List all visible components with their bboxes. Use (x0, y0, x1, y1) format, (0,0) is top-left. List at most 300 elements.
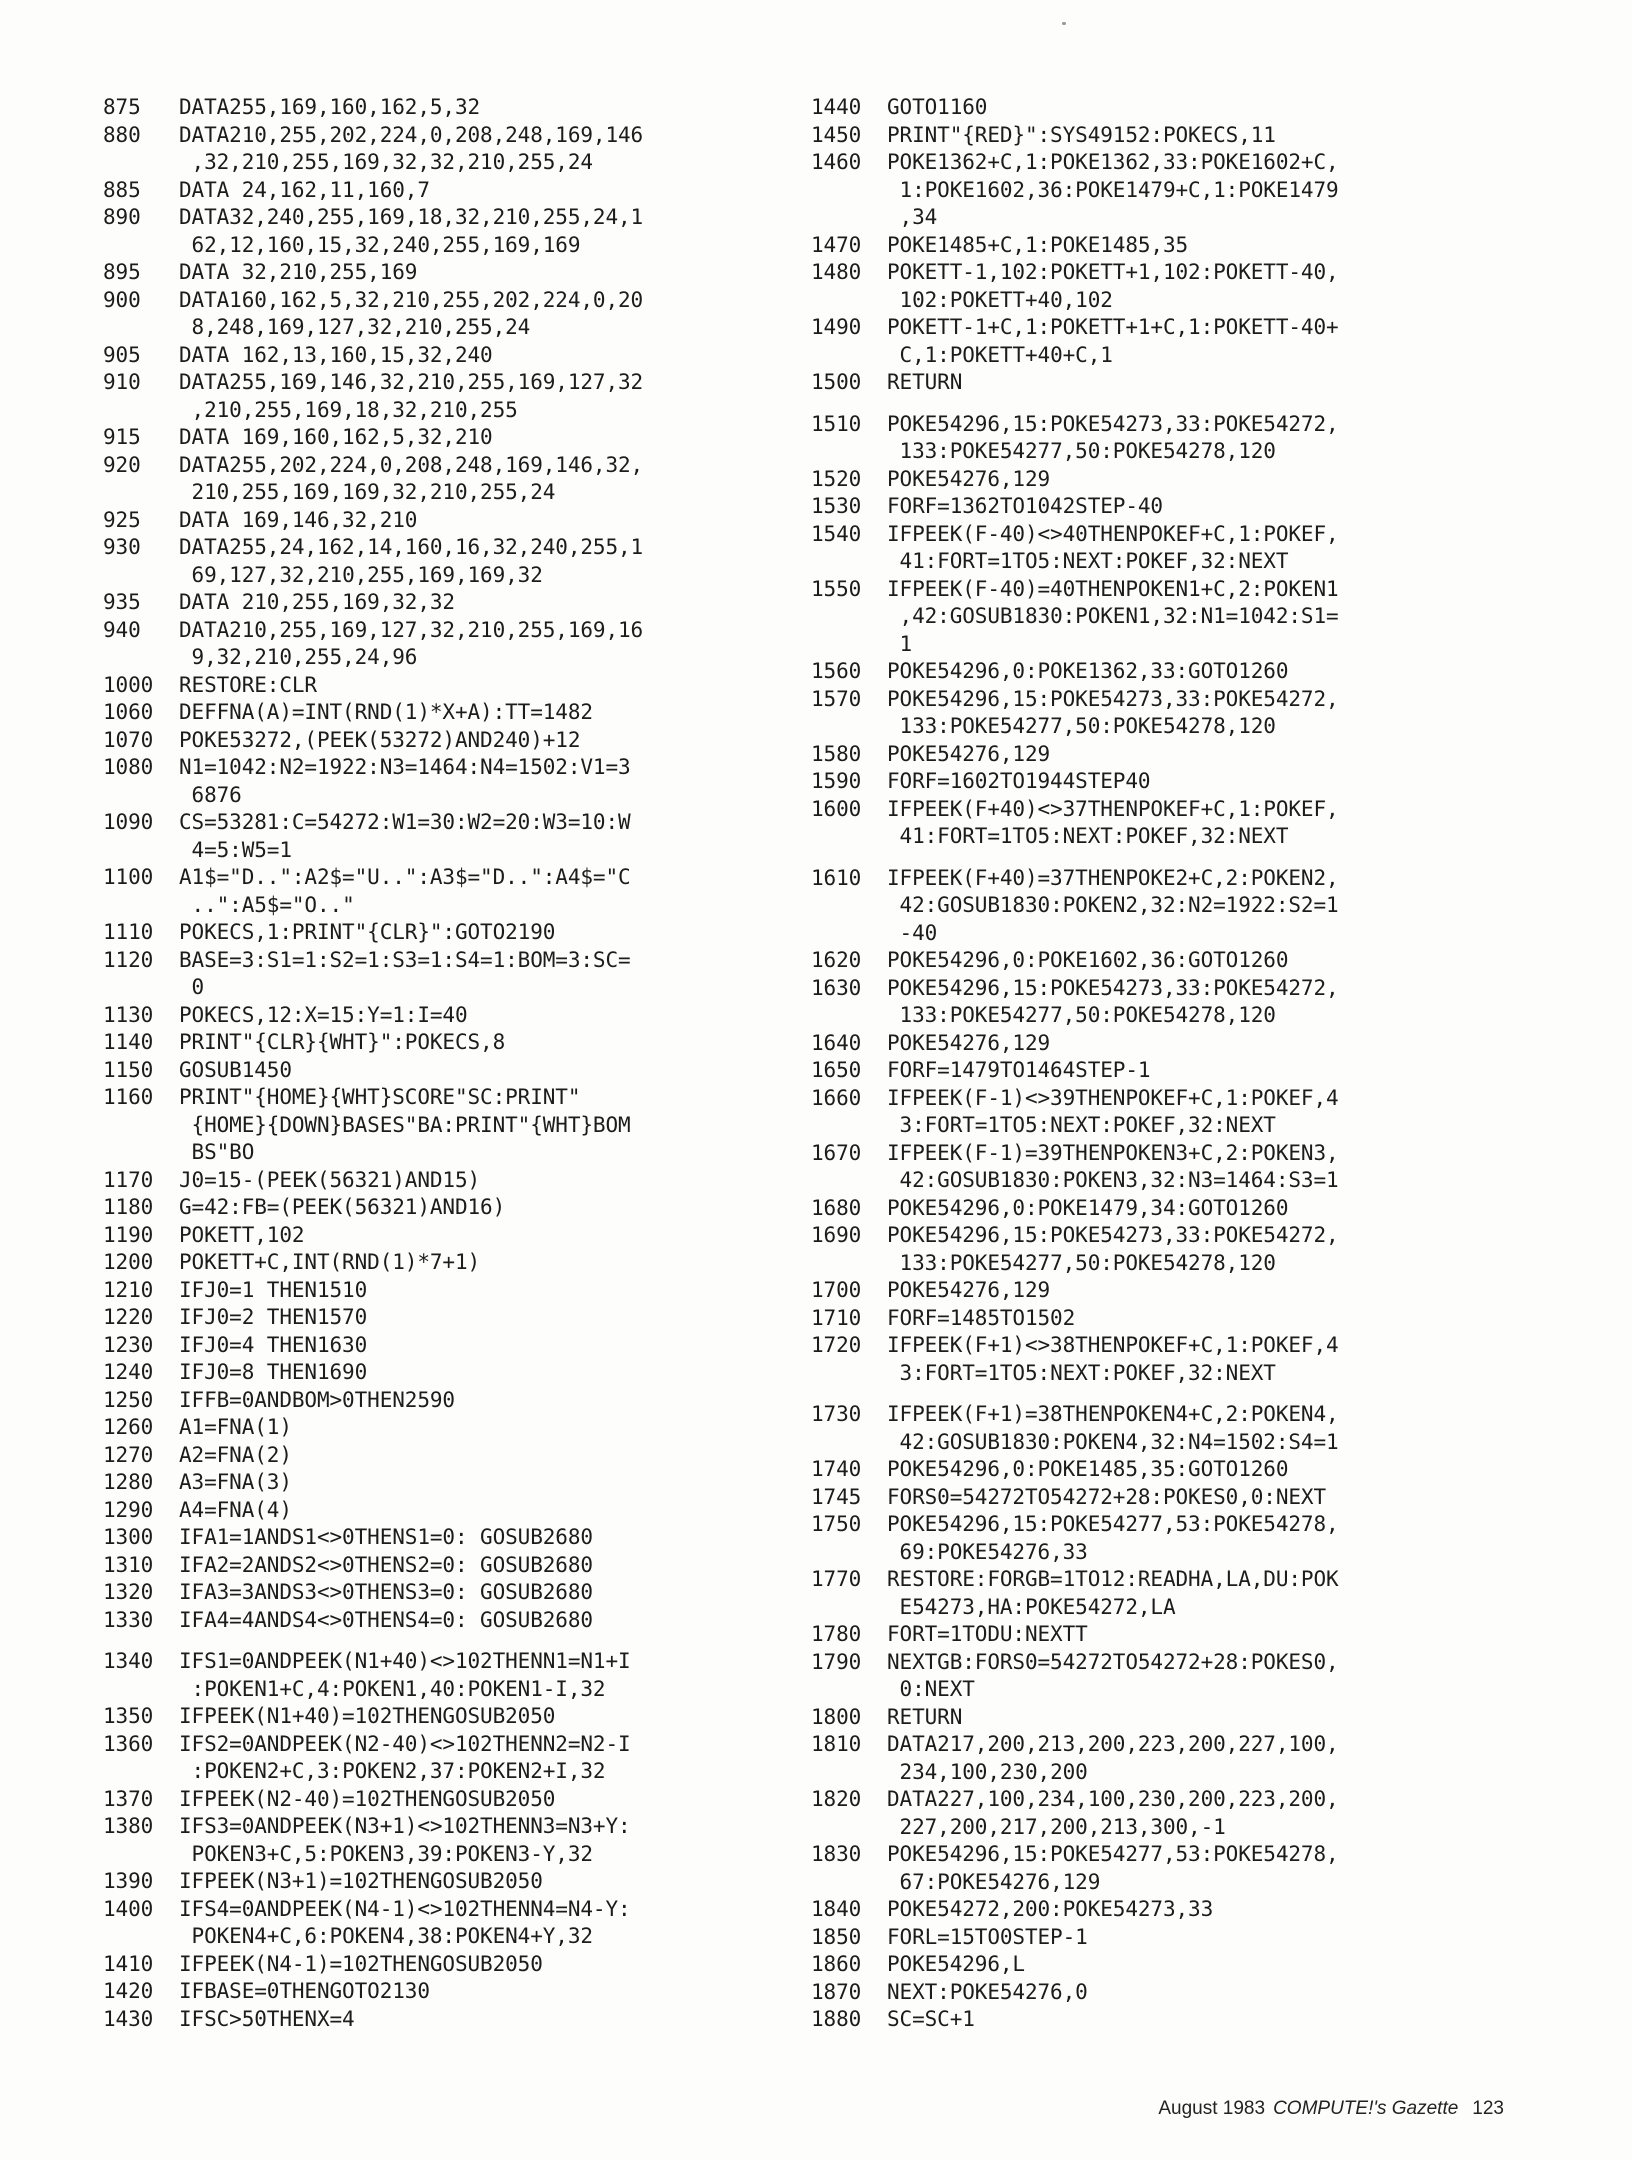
line-number: 1390 (103, 1869, 154, 1893)
line-code: POKE54276,129 (887, 1030, 1051, 1055)
line-code: POKE54296,0:POKE1485,35:GOTO1260 (887, 1457, 1289, 1481)
listing-line (103, 727, 803, 755)
line-number: 1570 (811, 686, 862, 711)
listing-line (103, 287, 803, 342)
line-code: POKE54296,15:POKE54273,33:POKE54272, 133:POKE54277,50:POKE54278,120 (887, 975, 1339, 1027)
listing-line (811, 1305, 1531, 1333)
listing-line (811, 466, 1531, 494)
line-number: 1240 (103, 1360, 154, 1384)
line-code: DATA255,169,146,32,210,255,169,127,32 ,210,255,169,18,32,210,255 (179, 370, 644, 422)
line-number: 1830 (811, 1842, 862, 1866)
line-number: 1190 (103, 1222, 154, 1247)
line-code: NEXT:POKE54276,0 (887, 1979, 1088, 2004)
line-code: IFFB=0ANDBOM>0THEN2590 (179, 1387, 455, 1412)
listing-line (103, 1057, 803, 1085)
listing-line (811, 1140, 1531, 1195)
line-number: 875 (103, 95, 141, 119)
line-code: IFPEEK(N1+40)=102THENGOSUB2050 (179, 1704, 556, 1728)
line-number: 1230 (103, 1332, 154, 1357)
line-code: NEXTGB:FORS0=54272TO54272+28:POKES0, 0:NEXT (887, 1649, 1339, 1701)
listing-line (811, 1649, 1531, 1704)
line-code: IFPEEK(F+1)=38THENPOKEN4+C,2:POKEN4, 42:GOSUB1830:POKEN4,32:N4=1502:S4=1 (887, 1402, 1339, 1454)
listing-line (103, 177, 803, 205)
line-code: POKETT+C,INT(RND(1)*7+1) (179, 1250, 481, 1274)
line-number: 1680 (811, 1195, 862, 1220)
line-code: IFPEEK(F-1)=39THENPOKEN3+C,2:POKEN3, 42:GOSUB1830:POKEN3,32:N3=1464:S3=1 (887, 1140, 1339, 1192)
listing-line (811, 1704, 1531, 1732)
listing-line (811, 1456, 1531, 1484)
line-code: DATA 24,162,11,160,7 (179, 177, 430, 202)
line-code: POKE54276,129 (887, 466, 1051, 491)
listing-line (103, 1359, 803, 1387)
line-code: POKE54276,129 (887, 741, 1051, 766)
line-code: IFJ0=1 THEN1510 (179, 1277, 368, 1302)
listing-line (811, 1030, 1531, 1058)
line-code: IFBASE=0THENGOTO2130 (179, 1979, 430, 2003)
line-code: RESTORE:CLR (179, 672, 317, 697)
line-number: 1170 (103, 1167, 154, 1192)
listing-line (811, 1222, 1531, 1277)
line-number: 1360 (103, 1731, 154, 1756)
listing-line (811, 796, 1531, 851)
line-code: DATA32,240,255,169,18,32,210,255,24,1 62,12,160,15,32,240,255,169,169 (179, 205, 644, 257)
line-code: POKE54296,0:POKE1479,34:GOTO1260 (887, 1195, 1289, 1220)
listing-line (811, 1332, 1531, 1387)
line-code: A4=FNA(4) (179, 1497, 292, 1522)
line-code: GOSUB1450 (179, 1057, 292, 1082)
listing-line (103, 1332, 803, 1360)
line-code: POKE54296,15:POKE54277,53:POKE54278, 69:POKE54276,33 (887, 1512, 1339, 1564)
line-code: IFJ0=8 THEN1690 (179, 1360, 368, 1384)
line-number: 1550 (811, 576, 862, 601)
listing-line (103, 1607, 803, 1635)
line-number: 1600 (811, 796, 862, 821)
line-code: POKE54296,15:POKE54273,33:POKE54272, 133:POKE54277,50:POKE54278,120 (887, 1223, 1339, 1275)
listing-line (811, 1979, 1531, 2007)
line-code: CS=53281:C=54272:W1=30:W2=20:W3=10:W 4=5:W5=1 (179, 810, 631, 862)
line-number: 1880 (811, 2007, 862, 2031)
line-code: RETURN (887, 370, 963, 394)
listing-gap (811, 851, 1531, 865)
listing-line (811, 232, 1531, 260)
line-number: 880 (103, 122, 141, 147)
line-code: POKE54296,15:POKE54277,53:POKE54278, 67:POKE54276,129 (887, 1842, 1339, 1894)
line-code: A1$="D..":A2$="U..":A3$="D..":A4$="C ..":A5$="O.." (179, 865, 631, 917)
listing-line (811, 768, 1531, 796)
line-code: IFS2=0ANDPEEK(N2-40)<>102THENN2=N2-I :POKEN2+C,3:POKEN2,37:POKEN2+I,32 (179, 1731, 631, 1783)
line-number: 1210 (103, 1277, 154, 1302)
listing-line (811, 576, 1531, 659)
line-number: 1150 (103, 1057, 154, 1082)
listing-line (103, 809, 803, 864)
line-code: POKE54296,15:POKE54273,33:POKE54272, 133:POKE54277,50:POKE54278,120 (887, 411, 1339, 463)
line-number: 1690 (811, 1223, 862, 1247)
line-code: FORF=1485TO1502 (887, 1305, 1076, 1330)
line-number: 1700 (811, 1278, 862, 1302)
line-number: 1800 (811, 1704, 862, 1729)
line-number: 1250 (103, 1387, 154, 1412)
scan-speck (1062, 22, 1066, 25)
line-code: FORF=1362TO1042STEP-40 (887, 494, 1163, 518)
line-number: 1090 (103, 810, 154, 834)
line-number: 1380 (103, 1814, 154, 1838)
line-number: 1100 (103, 865, 154, 889)
line-number: 1480 (811, 260, 862, 284)
listing-line (103, 1222, 803, 1250)
line-number: 1320 (103, 1580, 154, 1604)
line-code: POKETT-1,102:POKETT+1,102:POKETT-40, 102:POKETT+40,102 (887, 260, 1339, 312)
line-number: 1720 (811, 1333, 862, 1357)
line-code: DATA255,24,162,14,160,16,32,240,255,1 69,127,32,210,255,169,169,32 (179, 535, 644, 587)
line-code: PRINT"{HOME}{WHT}SCORE"SC:PRINT" {HOME}{DOWN}BASES"BA:PRINT"{WHT}BOM BS"BO (179, 1085, 631, 1164)
listing-column-left (103, 94, 803, 2033)
line-code: IFPEEK(N3+1)=102THENGOSUB2050 (179, 1869, 543, 1893)
listing-line (811, 741, 1531, 769)
line-code: DATA160,162,5,32,210,255,202,224,0,20 8,248,169,127,32,210,255,24 (179, 287, 644, 339)
line-number: 1400 (103, 1896, 154, 1921)
line-number: 1420 (103, 1979, 154, 2003)
line-number: 1350 (103, 1704, 154, 1728)
line-number: 1580 (811, 741, 862, 766)
line-code: GOTO1160 (887, 95, 988, 119)
line-code: DATA 32,210,255,169 (179, 260, 418, 284)
line-number: 1850 (811, 1924, 862, 1949)
line-number: 910 (103, 370, 141, 394)
line-code: DATA255,202,224,0,208,248,169,146,32, 210,255,169,169,32,210,255,24 (179, 452, 644, 504)
listing-line (103, 1648, 803, 1703)
line-number: 1110 (103, 920, 154, 944)
listing-line (103, 94, 803, 122)
line-code: IFA2=2ANDS2<>0THENS2=0: GOSUB2680 (179, 1552, 593, 1577)
line-code: POKE1362+C,1:POKE1362,33:POKE1602+C, 1:POKE1602,36:POKE1479+C,1:POKE1479 ,34 (887, 150, 1339, 229)
line-code: IFS4=0ANDPEEK(N4-1)<>102THENN4=N4-Y: POKEN4+C,6:POKEN4,38:POKEN4+Y,32 (179, 1896, 631, 1948)
line-code: A1=FNA(1) (179, 1415, 292, 1439)
listing-gap (811, 1387, 1531, 1401)
line-number: 900 (103, 287, 141, 312)
listing-line (103, 1304, 803, 1332)
line-code: IFA3=3ANDS3<>0THENS3=0: GOSUB2680 (179, 1580, 593, 1604)
listing-line (103, 1029, 803, 1057)
line-number: 890 (103, 205, 141, 229)
listing-line (103, 452, 803, 507)
line-number: 1440 (811, 95, 862, 119)
line-number: 1790 (811, 1649, 862, 1674)
line-number: 1560 (811, 659, 862, 683)
listing-line (103, 259, 803, 287)
listing-line (811, 1566, 1531, 1621)
listing-line (103, 534, 803, 589)
listing-column-right (811, 94, 1531, 2034)
listing-line (103, 1896, 803, 1951)
line-number: 1080 (103, 755, 154, 779)
line-code: DATA227,100,234,100,230,200,223,200, 227,200,217,200,213,300,-1 (887, 1787, 1339, 1839)
listing-line (103, 204, 803, 259)
page-number: 123 (1472, 2098, 1504, 2119)
line-code: IFPEEK(F+40)<>37THENPOKEF+C,1:POKEF, 41:FORT=1TO5:NEXT:POKEF,32:NEXT (887, 796, 1339, 848)
listing-line (811, 1951, 1531, 1979)
listing-line (811, 1511, 1531, 1566)
line-code: A3=FNA(3) (179, 1470, 292, 1494)
line-number: 940 (103, 617, 141, 642)
page-footer (1158, 2098, 1504, 2120)
line-number: 1750 (811, 1512, 862, 1536)
line-code: N1=1042:N2=1922:N3=1464:N4=1502:V1=3 6876 (179, 755, 631, 807)
listing-line (103, 699, 803, 727)
line-number: 930 (103, 535, 141, 559)
line-code: POKETT-1+C,1:POKETT+1+C,1:POKETT-40+ C,1:POKETT+40+C,1 (887, 315, 1339, 367)
line-code: IFPEEK(F-1)<>39THENPOKEF+C,1:POKEF,4 3:FORT=1TO5:NEXT:POKEF,32:NEXT (887, 1085, 1339, 1137)
line-code: RETURN (887, 1704, 963, 1729)
listing-line (811, 411, 1531, 466)
line-code: IFPEEK(F+40)=37THENPOKE2+C,2:POKEN2, 42:GOSUB1830:POKEN2,32:N2=1922:S2=1 -40 (887, 865, 1339, 945)
line-number: 1460 (811, 150, 862, 174)
line-number: 1270 (103, 1442, 154, 1467)
line-code: IFA1=1ANDS1<>0THENS1=0: GOSUB2680 (179, 1525, 593, 1549)
line-code: PRINT"{CLR}{WHT}":POKECS,8 (179, 1030, 506, 1054)
listing-line (811, 2006, 1531, 2034)
line-code: POKECS,1:PRINT"{CLR}":GOTO2190 (179, 920, 556, 944)
line-code: DATA 162,13,160,15,32,240 (179, 342, 493, 367)
line-number: 1120 (103, 947, 154, 972)
listing-line (811, 521, 1531, 576)
listing-line (103, 1277, 803, 1305)
line-number: 1745 (811, 1484, 862, 1509)
listing-line (103, 424, 803, 452)
line-number: 1500 (811, 370, 862, 394)
listing-line (811, 1401, 1531, 1456)
line-code: IFPEEK(F+1)<>38THENPOKEF+C,1:POKEF,4 3:FORT=1TO5:NEXT:POKEF,32:NEXT (887, 1333, 1339, 1385)
line-number: 1140 (103, 1030, 154, 1054)
listing-line (811, 658, 1531, 686)
line-code: FORS0=54272TO54272+28:POKES0,0:NEXT (887, 1484, 1327, 1509)
line-code: IFPEEK(F-40)=40THENPOKEN1+C,2:POKEN1 ,42:GOSUB1830:POKEN1,32:N1=1042:S1= 1 (887, 576, 1339, 656)
line-code: IFA4=4ANDS4<>0THENS4=0: GOSUB2680 (179, 1607, 593, 1632)
line-number: 925 (103, 507, 141, 532)
listing-line (811, 1731, 1531, 1786)
line-code: IFS1=0ANDPEEK(N1+40)<>102THENN1=N1+I :POKEN1+C,4:POKEN1,40:POKEN1-I,32 (179, 1649, 631, 1701)
listing-line (103, 1524, 803, 1552)
listing-line (103, 1497, 803, 1525)
listing-line (103, 1552, 803, 1580)
line-number: 895 (103, 260, 141, 284)
line-number: 1810 (811, 1732, 862, 1756)
line-code: DATA 169,146,32,210 (179, 507, 418, 532)
line-number: 1070 (103, 727, 154, 752)
listing-line (103, 1249, 803, 1277)
line-code: SC=SC+1 (887, 2007, 975, 2031)
listing-line (103, 672, 803, 700)
line-number: 1650 (811, 1058, 862, 1082)
line-code: IFPEEK(N4-1)=102THENGOSUB2050 (179, 1951, 543, 1976)
footer-magazine-title: COMPUTE!'s Gazette (1273, 2098, 1459, 2119)
listing-line (103, 1868, 803, 1896)
line-number: 1870 (811, 1979, 862, 2004)
listing-line (811, 1786, 1531, 1841)
line-code: DATA 210,255,169,32,32 (179, 590, 455, 614)
line-code: DATA210,255,169,127,32,210,255,169,16 9,32,210,255,24,96 (179, 617, 644, 669)
listing-line (811, 1621, 1531, 1649)
line-code: J0=15-(PEEK(56321)AND15) (179, 1167, 481, 1192)
line-number: 1300 (103, 1525, 154, 1549)
listing-line (103, 919, 803, 947)
line-code: G=42:FB=(PEEK(56321)AND16) (179, 1195, 506, 1219)
line-number: 1530 (811, 494, 862, 518)
line-number: 1330 (103, 1607, 154, 1632)
line-number: 1310 (103, 1552, 154, 1577)
line-number: 1220 (103, 1305, 154, 1329)
listing-line (103, 947, 803, 1002)
line-code: IFS3=0ANDPEEK(N3+1)<>102THENN3=N3+Y: POKEN3+C,5:POKEN3,39:POKEN3-Y,32 (179, 1814, 631, 1866)
listing-line (811, 1841, 1531, 1896)
listing-line (811, 947, 1531, 975)
listing-line (103, 1951, 803, 1979)
line-number: 1000 (103, 672, 154, 697)
listing-line (811, 1924, 1531, 1952)
line-code: POKE54296,L (887, 1952, 1025, 1976)
line-code: POKETT,102 (179, 1222, 305, 1247)
line-number: 1860 (811, 1952, 862, 1976)
listing-line (103, 1002, 803, 1030)
listing-line (811, 1057, 1531, 1085)
listing-line (811, 1277, 1531, 1305)
listing-line (103, 1579, 803, 1607)
listing-gap (811, 397, 1531, 411)
listing-gap (103, 1634, 803, 1648)
listing-line (103, 1703, 803, 1731)
listing-line (103, 507, 803, 535)
listing-line (811, 1484, 1531, 1512)
line-number: 1180 (103, 1195, 154, 1219)
line-code: DATA 169,160,162,5,32,210 (179, 425, 493, 449)
line-code: PRINT"{RED}":SYS49152:POKECS,11 (887, 122, 1276, 147)
line-code: IFPEEK(N2-40)=102THENGOSUB2050 (179, 1786, 556, 1811)
line-code: POKE54296,15:POKE54273,33:POKE54272, 133:POKE54277,50:POKE54278,120 (887, 686, 1339, 738)
line-code: POKE54276,129 (887, 1278, 1051, 1302)
line-number: 1590 (811, 769, 862, 793)
listing-line (811, 493, 1531, 521)
line-number: 1510 (811, 411, 862, 436)
listing-line (103, 1731, 803, 1786)
line-number: 1660 (811, 1085, 862, 1110)
line-code: A2=FNA(2) (179, 1442, 292, 1467)
listing-line (103, 1414, 803, 1442)
line-code: DATA255,169,160,162,5,32 (179, 95, 481, 119)
line-number: 1260 (103, 1415, 154, 1439)
line-code: DATA217,200,213,200,223,200,227,100, 234,100,230,200 (887, 1732, 1339, 1784)
line-code: IFJ0=4 THEN1630 (179, 1332, 368, 1357)
listing-line (103, 1084, 803, 1167)
line-code: POKE54296,0:POKE1362,33:GOTO1260 (887, 659, 1289, 683)
line-number: 905 (103, 342, 141, 367)
line-code: IFJ0=2 THEN1570 (179, 1305, 368, 1329)
line-number: 1640 (811, 1030, 862, 1055)
listing-line (811, 686, 1531, 741)
line-code: FORF=1602TO1944STEP40 (887, 769, 1151, 793)
listing-line (103, 1442, 803, 1470)
listing-line (103, 1469, 803, 1497)
listing-line (103, 342, 803, 370)
line-number: 1490 (811, 315, 862, 339)
listing-line (811, 314, 1531, 369)
listing-line (103, 1813, 803, 1868)
line-code: POKE54296,0:POKE1602,36:GOTO1260 (887, 948, 1289, 972)
line-code: IFSC>50THENX=4 (179, 2006, 355, 2031)
listing-line (811, 1085, 1531, 1140)
listing-line (811, 149, 1531, 232)
line-code: POKE53272,(PEEK(53272)AND240)+12 (179, 727, 581, 752)
line-code: FORT=1TODU:NEXTT (887, 1622, 1088, 1646)
line-number: 1370 (103, 1786, 154, 1811)
line-number: 1840 (811, 1897, 862, 1921)
line-number: 1610 (811, 865, 862, 890)
line-number: 1060 (103, 700, 154, 724)
line-number: 920 (103, 452, 141, 477)
line-code: FORF=1479TO1464STEP-1 (887, 1058, 1151, 1082)
line-code: DATA210,255,202,224,0,208,248,169,146 ,32,210,255,169,32,32,210,255,24 (179, 122, 644, 174)
listing-line (103, 1194, 803, 1222)
listing-line (103, 122, 803, 177)
line-number: 915 (103, 425, 141, 449)
line-number: 1410 (103, 1951, 154, 1976)
line-code: POKE1485+C,1:POKE1485,35 (887, 232, 1189, 257)
listing-line (811, 369, 1531, 397)
listing-line (103, 589, 803, 617)
line-number: 1130 (103, 1002, 154, 1027)
listing-line (103, 754, 803, 809)
line-number: 1780 (811, 1622, 862, 1646)
line-number: 1280 (103, 1470, 154, 1494)
line-code: BASE=3:S1=1:S2=1:S3=1:S4=1:BOM=3:SC= 0 (179, 947, 631, 999)
line-number: 1470 (811, 232, 862, 257)
line-code: IFPEEK(F-40)<>40THENPOKEF+C,1:POKEF, 41:FORT=1TO5:NEXT:POKEF,32:NEXT (887, 521, 1339, 573)
line-code: POKECS,12:X=15:Y=1:I=40 (179, 1002, 468, 1027)
listing-line (103, 2006, 803, 2034)
line-number: 1620 (811, 948, 862, 972)
listing-line (811, 1195, 1531, 1223)
listing-line (103, 1387, 803, 1415)
line-number: 1540 (811, 521, 862, 546)
line-number: 1740 (811, 1457, 862, 1481)
listing-line (811, 865, 1531, 948)
line-number: 1730 (811, 1402, 862, 1426)
line-number: 1200 (103, 1250, 154, 1274)
line-number: 885 (103, 177, 141, 202)
listing-line (103, 864, 803, 919)
line-code: RESTORE:FORGB=1TO12:READHA,LA,DU:POK E54273,HA:POKE54272,LA (887, 1567, 1339, 1619)
line-code: FORL=15TO0STEP-1 (887, 1924, 1088, 1949)
line-number: 1430 (103, 2006, 154, 2031)
listing-line (811, 975, 1531, 1030)
line-number: 1450 (811, 122, 862, 147)
line-number: 1770 (811, 1567, 862, 1591)
line-code: DEFFNA(A)=INT(RND(1)*X+A):TT=1482 (179, 700, 593, 724)
footer-date: August 1983 (1158, 2098, 1266, 2119)
line-code: POKE54272,200:POKE54273,33 (887, 1897, 1214, 1921)
line-number: 1630 (811, 975, 862, 1000)
listing-line (103, 1167, 803, 1195)
line-number: 1340 (103, 1649, 154, 1673)
listing-line (811, 1896, 1531, 1924)
line-number: 1670 (811, 1140, 862, 1165)
line-number: 1710 (811, 1305, 862, 1330)
listing-line (103, 369, 803, 424)
listing-line (103, 1786, 803, 1814)
line-number: 1290 (103, 1497, 154, 1522)
listing-line (103, 617, 803, 672)
line-number: 1820 (811, 1787, 862, 1811)
listing-line (811, 122, 1531, 150)
listing-line (103, 1978, 803, 2006)
